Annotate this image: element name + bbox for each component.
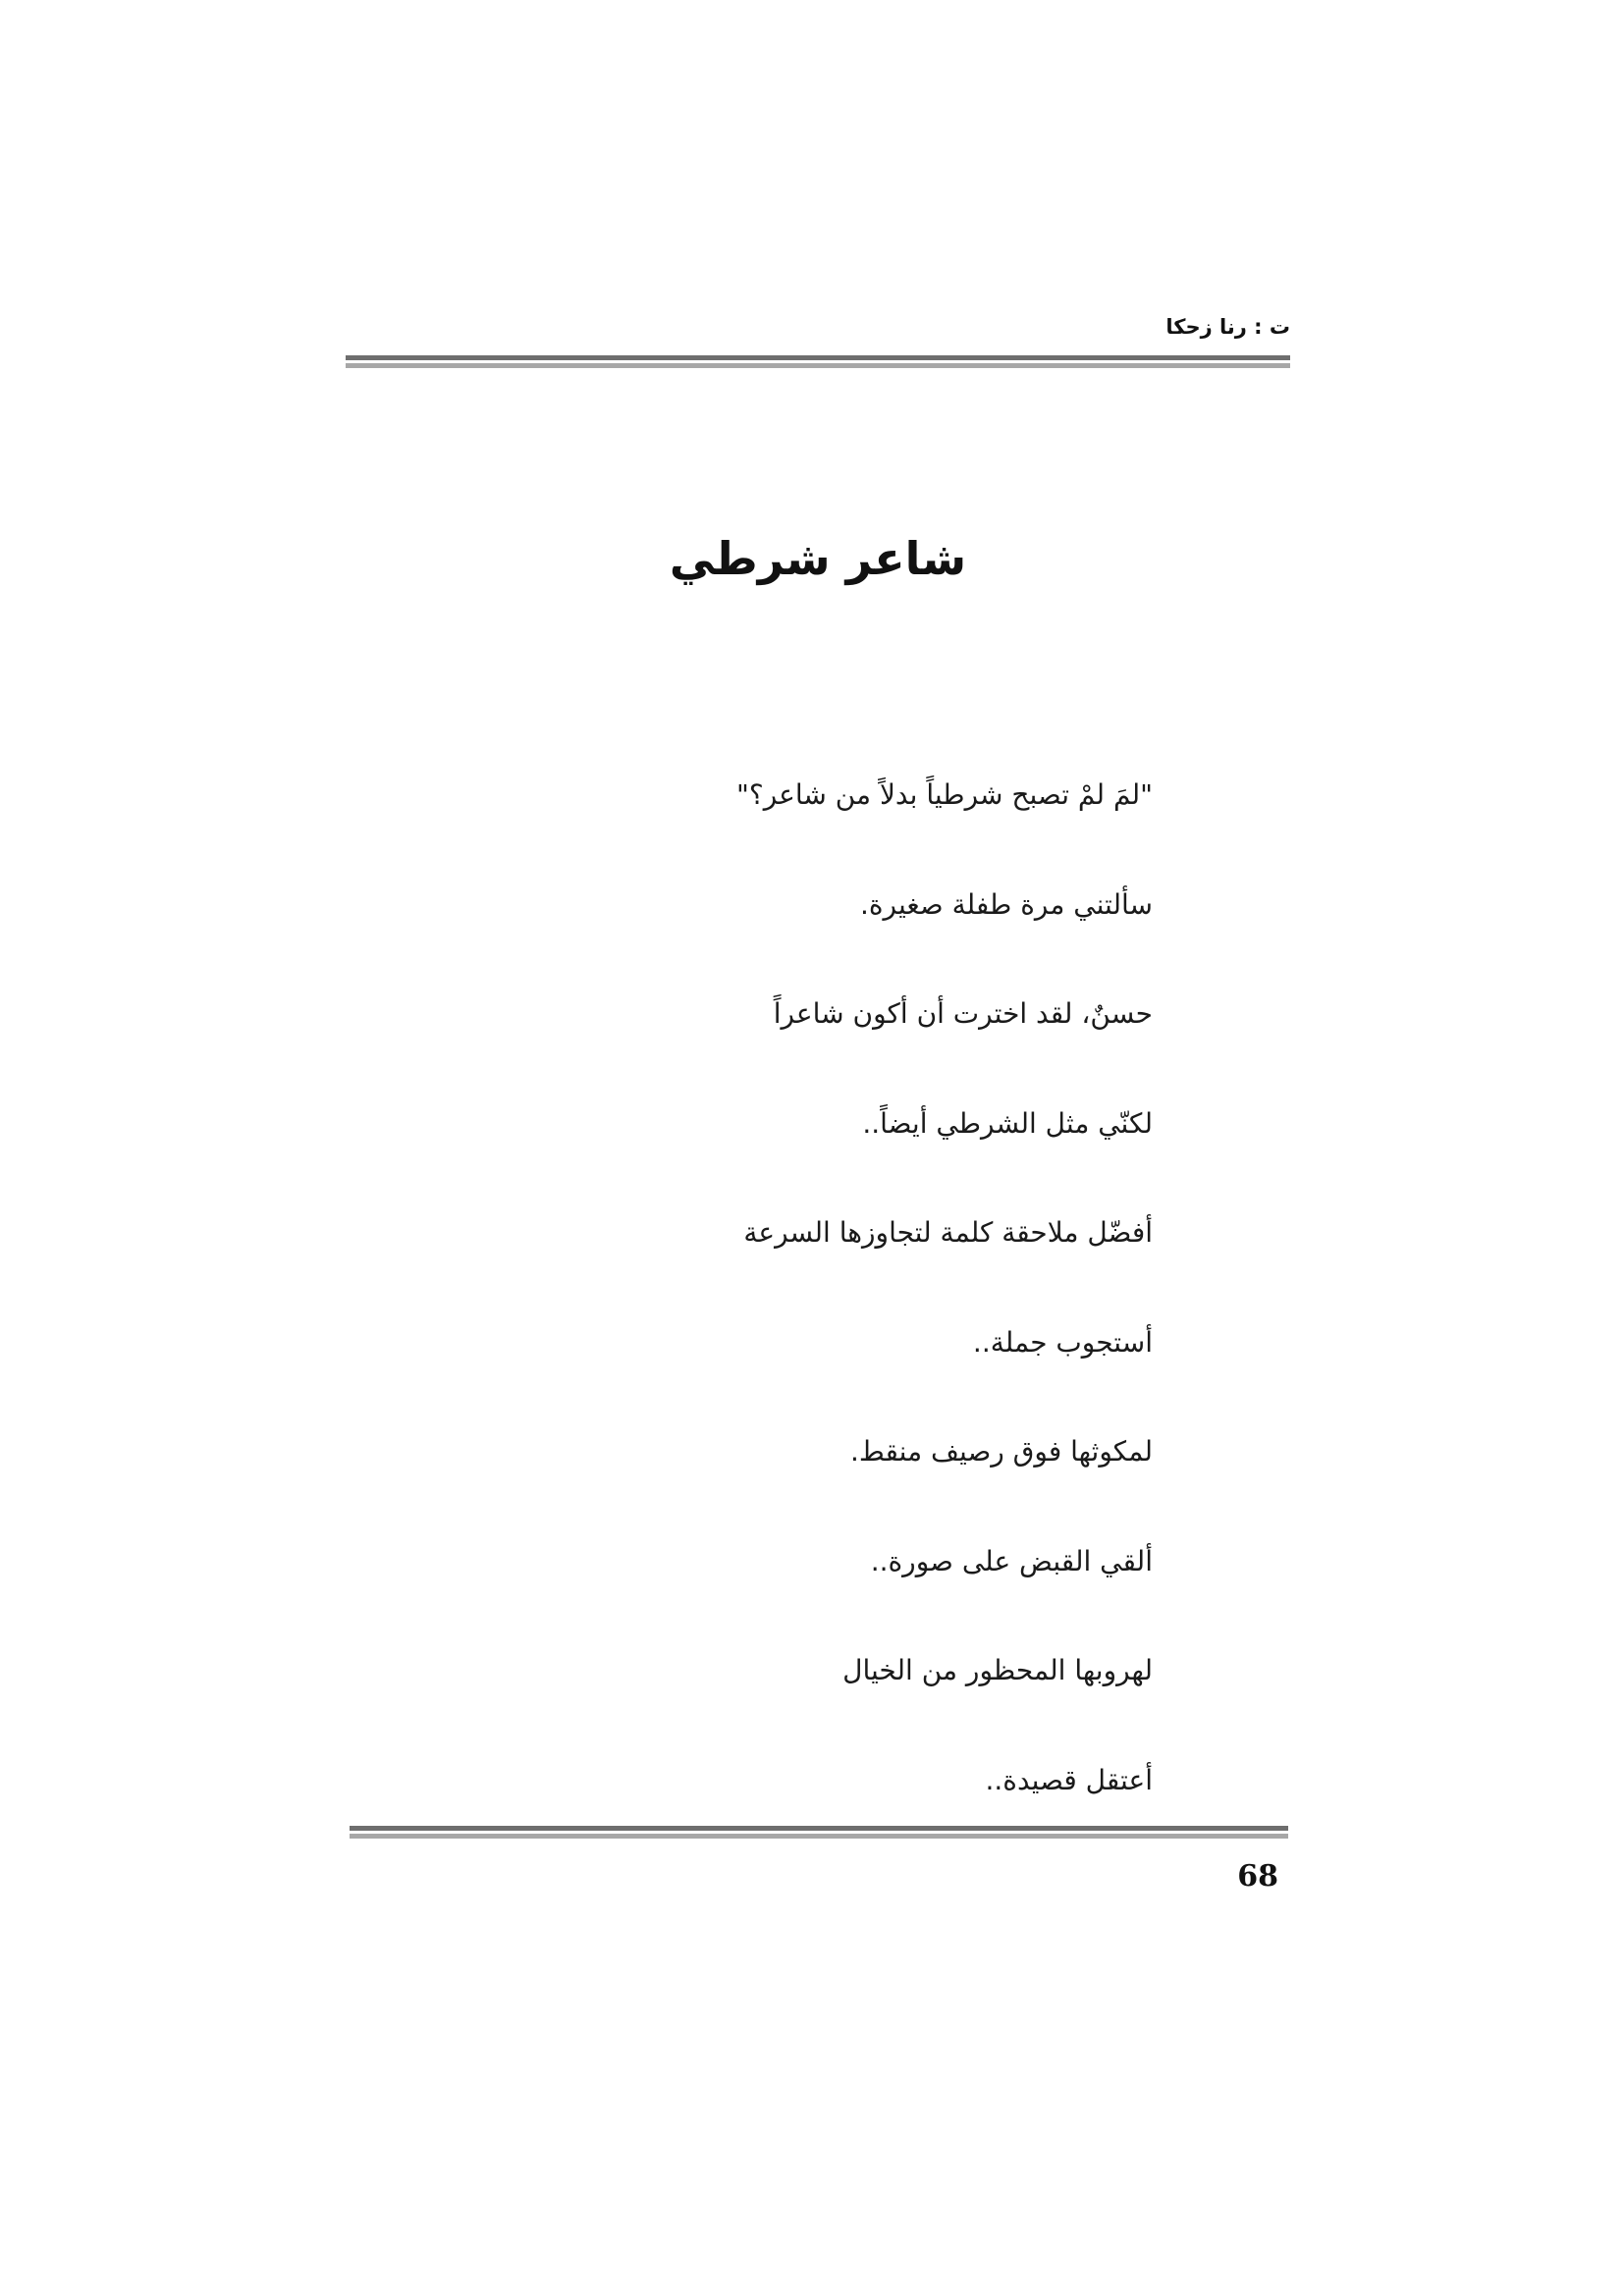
poem-title: شاعر شرطي [669,532,967,585]
poem-line: أعتقل قصيدة.. [985,1763,1153,1796]
poem-line: لمكوثها فوق رصيف منقط. [850,1435,1153,1468]
running-header: ت : رنا زحكا [1165,315,1290,339]
footer-divider [350,1826,1288,1840]
poem-line: أستجوب جملة.. [972,1325,1153,1359]
poem-line: "لمَ لمْ تصبح شرطياً بدلاً من شاعر؟" [735,778,1153,811]
poem-line: حسنٌ، لقد اخترت أن أكون شاعراً [773,997,1153,1030]
poem-line: ألقي القبض على صورة.. [870,1544,1153,1577]
poem-line: سألتني مرة طفلة صغيرة. [859,887,1153,921]
poem-line: لكنّي مثل الشرطي أيضاً.. [862,1106,1153,1140]
poem-body [406,766,1153,1860]
page-number: 68 [1237,1859,1278,1894]
poem-line: أفضّل ملاحقة كلمة لتجاوزها السرعة [743,1216,1153,1249]
poem-line: لهروبها المحظور من الخيال [842,1654,1153,1686]
header-divider [346,355,1290,369]
